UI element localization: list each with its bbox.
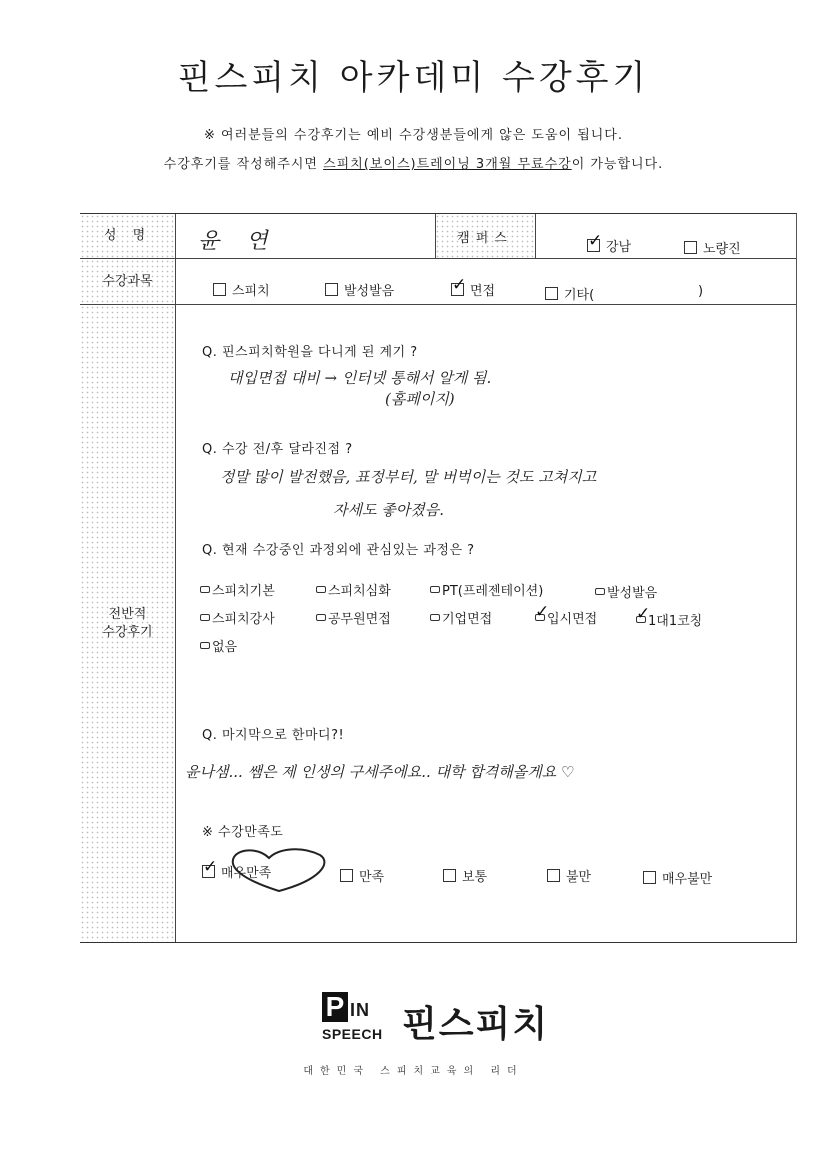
interest-label: PT(프레젠테이션) xyxy=(442,584,544,599)
review-form xyxy=(80,213,797,943)
interest-presentation[interactable] xyxy=(430,580,543,599)
checkbox-icon[interactable] xyxy=(430,614,440,621)
name-value[interactable]: 윤 연 xyxy=(198,229,278,254)
review-label xyxy=(80,305,175,942)
campus-label: 캠퍼스 xyxy=(435,214,535,258)
interest-label: 1대1코칭 xyxy=(648,614,703,629)
course-option-speech[interactable] xyxy=(213,280,270,299)
checkbox-icon[interactable] xyxy=(200,614,210,621)
checkbox-icon[interactable] xyxy=(443,869,456,882)
question-1: Q. 핀스피치학원을 다니게 된 계기 ? xyxy=(202,345,418,360)
checkbox-checked-icon[interactable] xyxy=(535,614,545,621)
notice-line-2-pre: 수강후기를 작성해주시면 xyxy=(163,157,324,172)
satisfaction-title: ※ 수강만족도 xyxy=(202,825,284,840)
satisfaction-label: 매우만족 xyxy=(221,866,272,881)
satisfaction-very-dissatisfied[interactable] xyxy=(643,868,712,887)
interest-speech-advanced[interactable] xyxy=(316,580,391,599)
interest-corporate[interactable] xyxy=(430,608,492,627)
course-option-vocal[interactable] xyxy=(325,280,394,299)
column-divider xyxy=(535,214,536,258)
satisfaction-very-satisfied[interactable] xyxy=(202,862,271,881)
logo-in: IN xyxy=(350,1000,370,1020)
notice-line-2 xyxy=(0,153,827,172)
checkbox-icon[interactable] xyxy=(316,614,326,621)
notice-line-2-post: 이 가능합니다. xyxy=(571,157,664,172)
question-3: Q. 현재 수강중인 과정외에 관심있는 과정은 ? xyxy=(202,543,475,558)
answer-2-line-2[interactable]: 자세도 좋아졌음. xyxy=(333,501,444,519)
checkbox-checked-icon[interactable] xyxy=(202,865,215,878)
interest-label: 스피치강사 xyxy=(212,612,275,627)
checkbox-checked-icon[interactable] xyxy=(636,616,646,623)
row-divider xyxy=(80,304,796,305)
checkbox-icon[interactable] xyxy=(643,871,656,884)
column-divider xyxy=(175,214,176,942)
checkbox-checked-icon[interactable] xyxy=(451,283,464,296)
interest-label: 입시면접 xyxy=(547,612,598,627)
course-option-label: 면접 xyxy=(470,284,496,299)
campus-option-label: 노량진 xyxy=(703,242,741,257)
course-other-close: ) xyxy=(698,284,704,299)
checkbox-icon[interactable] xyxy=(200,586,210,593)
course-option-label: 스피치 xyxy=(232,284,270,299)
campus-option-noryangjin[interactable] xyxy=(684,238,741,257)
pinspeech-logo xyxy=(322,992,562,1050)
interest-label: 기업면접 xyxy=(442,612,493,627)
interest-speech-instructor[interactable] xyxy=(200,608,275,627)
course-option-other[interactable] xyxy=(545,284,594,303)
course-option-label: 기타( xyxy=(564,288,595,303)
checkbox-icon[interactable] xyxy=(200,642,210,649)
interest-label: 없음 xyxy=(212,640,238,655)
heart-circle-icon xyxy=(224,848,334,894)
interest-none[interactable] xyxy=(200,636,237,655)
checkbox-icon[interactable] xyxy=(684,241,697,254)
checkbox-checked-icon[interactable] xyxy=(587,239,600,252)
satisfaction-neutral[interactable] xyxy=(443,866,487,885)
checkbox-icon[interactable] xyxy=(340,869,353,882)
review-label-line-1: 전반적 xyxy=(108,606,147,622)
answer-4[interactable]: 윤나샘... 쌤은 제 인생의 구세주에요.. 대학 합격해올게요 ♡ xyxy=(185,763,575,781)
checkbox-icon[interactable] xyxy=(316,586,326,593)
footer-tagline: 대한민국 스피치교육의 리더 xyxy=(303,1066,524,1077)
satisfaction-label: 매우불만 xyxy=(662,872,713,887)
checkbox-icon[interactable] xyxy=(595,588,605,595)
logo-speech: SPEECH xyxy=(322,1026,383,1042)
campus-option-gangnam[interactable] xyxy=(587,236,631,255)
interest-one-on-one[interactable] xyxy=(636,610,702,629)
checkbox-icon[interactable] xyxy=(430,586,440,593)
interest-vocal[interactable] xyxy=(595,582,657,601)
notice-line-2-offer: 스피치(보이스)트레이닝 3개월 무료수강 xyxy=(323,157,572,172)
answer-2-line-1[interactable]: 정말 많이 발전했음, 표정부터, 말 버벅이는 것도 고쳐지고 xyxy=(220,468,597,486)
answer-1-line-2[interactable]: (홈페이지) xyxy=(385,390,455,408)
interest-speech-basic[interactable] xyxy=(200,580,275,599)
satisfaction-dissatisfied[interactable] xyxy=(547,866,591,885)
satisfaction-label: 불만 xyxy=(566,870,592,885)
course-option-label: 발성발음 xyxy=(344,284,395,299)
answer-1-line-1[interactable]: 대입면접 대비 → 인터넷 통해서 알게 됨. xyxy=(228,369,492,387)
interest-admission[interactable] xyxy=(535,608,597,627)
review-label-line-2: 수강후기 xyxy=(102,624,153,640)
interest-label: 발성발음 xyxy=(607,586,658,601)
course-label: 수강과목 xyxy=(80,259,175,304)
logo-p-mark: P xyxy=(322,992,348,1022)
satisfaction-satisfied[interactable] xyxy=(340,866,384,885)
page-title: 핀스피치 아카데미 수강후기 xyxy=(177,58,650,98)
campus-option-label: 강남 xyxy=(606,240,632,255)
name-label: 성 명 xyxy=(80,214,175,258)
logo-korean: 핀스피치 xyxy=(402,1004,550,1045)
question-2: Q. 수강 전/후 달라진점 ? xyxy=(202,442,353,457)
interest-label: 스피치심화 xyxy=(328,584,391,599)
checkbox-icon[interactable] xyxy=(545,287,558,300)
question-4: Q. 마지막으로 한마디?! xyxy=(202,728,345,743)
checkbox-icon[interactable] xyxy=(325,283,338,296)
notice-line-1: ※ 여러분들의 수강후기는 예비 수강생분들에게 않은 도움이 됩니다. xyxy=(203,128,624,143)
checkbox-icon[interactable] xyxy=(213,283,226,296)
satisfaction-label: 보통 xyxy=(462,870,488,885)
interest-label: 공무원면접 xyxy=(328,612,391,627)
row-divider xyxy=(80,258,796,259)
satisfaction-label: 만족 xyxy=(359,870,385,885)
course-option-interview[interactable] xyxy=(451,280,495,299)
checkbox-icon[interactable] xyxy=(547,869,560,882)
interest-civil-service[interactable] xyxy=(316,608,391,627)
interest-label: 스피치기본 xyxy=(212,584,275,599)
